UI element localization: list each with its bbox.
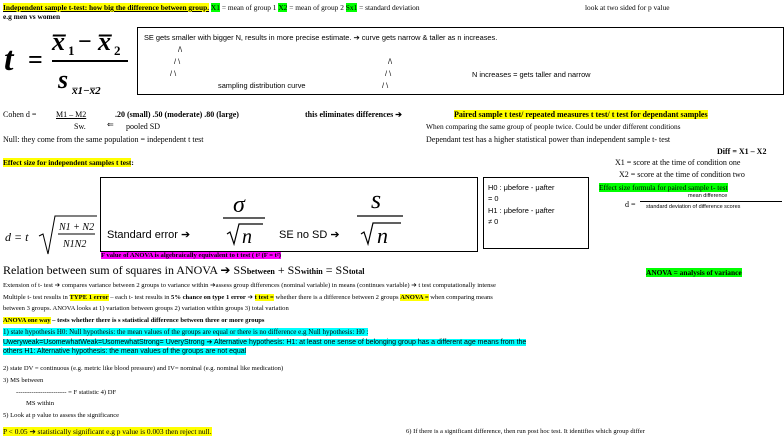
h1-not-equals: ≠ 0 [488,217,499,226]
effect-size-text: Effect size for independent samples t test [3,158,132,167]
t-equals: = [28,45,43,74]
paired-effect-formula: Effect size formula for paired sample t- test [599,183,728,192]
hypothesis-box [483,177,589,249]
h0-line: H0 : μbefore - μafter [488,183,555,192]
null-population: Null: they come from the same population = independent t test [3,135,204,144]
multiple-ttest-line [3,293,493,301]
hypothesis-block [3,328,783,355]
step5-line: 5) Look at p value to assess the significance [3,412,120,419]
step1-b [3,338,783,346]
step6-line: 6) If there is a significant difference, then run post hoc test. It identifies which group differ [406,428,645,435]
arrow-left-icon: ⇐ [107,120,114,129]
same-group-note: When comparing the same group of people twice. Could be under different conditions [426,122,681,131]
d-formula [3,210,99,260]
t-den-s: s [58,65,69,94]
step3-ms-within: MS within [26,400,55,407]
sx1-desc: = standard deviation [359,3,420,12]
five-percent: 5% chance on type 1 error [171,294,246,301]
step3-fraction: ----------------------- = F statistic 4) DF [16,389,117,396]
paired-sample-label: Paired sample t test/ repeated measures t test/ t test for dependant samples [454,110,708,119]
t-num-a-sub: 1 [68,43,75,58]
sigma-n: n [242,226,252,248]
x2-time-note: X2 = score at the time of condition two [619,170,745,179]
independent-title: Independent sample t-test: how big the difference between group. [3,3,210,12]
se-no-sd-label: SE no SD ➔ [279,229,340,241]
curve-peak-2: /\ [388,57,393,66]
two-sided-note: look at two sided for p value [585,3,670,12]
step1-b-text: Uweryweak=UsomewhatWeak=UsomewhatStrong= UveryStrong ➔ Alternative hypothesis: H1: at least one sense of belonging group has a different age means from the [3,339,527,346]
sigma-sqrt-n [219,188,269,248]
oneway-line [3,317,264,324]
se-formula-box [100,177,478,252]
anova-label: ANOVA = [400,294,429,301]
x2-symbol: X2 [278,3,288,12]
effect-size-colon: : [131,158,134,167]
mean-diff: mean difference [688,193,728,199]
t-formula [2,22,134,102]
t-num-b-sub: 2 [114,43,121,58]
step3-line: 3) MS between [3,377,44,384]
relation-line [3,263,364,278]
effect-size-title [3,158,134,167]
ttest-label: t test = [254,294,274,301]
between-3-groups: between 3 groups. ANOVA looks at 1) variation between groups 2) variation within groups 3) total variation [3,305,289,312]
ss-between: between [246,267,275,276]
multiple-a: Multiple t- test results in [3,294,68,301]
header-line [3,3,420,12]
sampling-caption: sampling distribution curve [218,81,306,90]
x1-symbol: X1 [210,3,220,12]
step1-a [3,328,783,336]
step1-c [3,348,783,355]
ss-total: total [348,267,365,276]
t-num-a: x̅ [52,27,65,56]
effect-sizes: .20 (small) .50 (moderate) .80 (large) [115,110,239,119]
sd-diff: standard deviation of difference scores [646,204,741,210]
oneway-label: ANOVA one way [3,317,51,324]
cohen-label: Cohen d = [3,110,37,119]
diff-formula: Diff = X1 – X2 [717,147,767,156]
oneway-desc: – tests whether there is s statistical difference between three or more groups [52,317,265,324]
curve-peak-1: /\ [178,45,183,54]
pooled-sd: pooled SD [126,122,160,131]
step1-a-text: 1) state hypothesis H0: Null hypothesis: the mean values of the groups are equal or there is no difference e.g Null hypothesis: H0 : [3,328,369,336]
sigma-symbol: σ [233,192,245,218]
ss-eq: = SS [322,263,349,277]
paired-fraction-bar [640,201,782,202]
sx1-symbol: Sx1 [345,3,358,12]
s-symbol: s [371,185,382,214]
multiple-d: whether there is a difference between 2 groups [275,294,399,301]
anova-equivalence: F value of ANOVA is algebraically equivalent to t test ( t² (F = t²) [101,252,281,259]
multiple-b: – each t- test results in [110,294,170,301]
x1-time-note: X1 = score at the time of condition one [615,158,741,167]
step2-line: 2) state DV = continuous (e.g. metric like blood pressure) and IV= nominal (e.g. nominal like medication) [3,365,284,372]
p-value-line: P < 0.05 ➔ statistically significant e.g p value is 0.003 then reject null. [3,427,212,436]
x1-desc: = mean of group 1 [221,3,277,12]
h0-equals: = 0 [488,194,499,203]
s-n: n [377,223,388,248]
se-box [137,27,784,95]
standard-error-label: Standard error ➔ [107,229,191,241]
type1-error: TYPE 1 error [69,294,109,301]
h1-line: H1 : μbefore - μafter [488,206,555,215]
dependent-power-note: Dependant test has a higher statistical power than independent sample t- test [426,135,671,144]
ss-within: within [300,267,323,276]
d-equals-t: d = t [5,230,29,244]
se-line: SE gets smaller with bigger N, results in more precise estimate. ➔ curve gets narrow & taller as n increases. [144,33,498,42]
cohen-denominator: Sw. [74,122,86,131]
relation-text: Relation between sum of squares in ANOVA ➔ SS [3,263,247,277]
curve-base-2: / \ [382,81,389,90]
t-symbol: t [4,41,14,78]
curve-mid-2: / \ [385,69,392,78]
x2-desc: = mean of group 2 [289,3,344,12]
step1-c-text: others H1: Alternative hypothesis: the mean values of the groups are not equal [3,348,247,355]
t-num-b: x̅ [98,27,111,56]
extension-line: Extension of t- test ➔ compares variance between 2 groups to variance within ➔assess group differences (nominal variable) in means (continues variable) ➔ t test computationally intense [3,282,496,289]
eliminates-differences: this eliminates differences ➔ [305,110,402,119]
multiple-e: when comparing means [430,294,493,301]
s-sqrt-n [353,184,407,248]
example-men-women: e.g men vs women [3,12,61,21]
curve-base-1: / \ [170,69,177,78]
multiple-arrow: ➔ [247,294,254,301]
cohen-numerator: M1 – M2 [56,110,87,119]
d-paired-label: d = [625,200,636,209]
n-increases-note: N increases = gets taller and narrow [472,70,591,79]
n-denominator: N1N2 [63,239,87,250]
t-minus: − [78,29,92,55]
curve-mid-1: / \ [174,57,181,66]
anova-definition: ANOVA = analysis of variance [646,268,742,277]
ss-plus: + SS [274,263,301,277]
n-numerator: N1 + N2 [59,222,95,233]
t-den-sub: x̅1−x̅2 [72,85,101,97]
